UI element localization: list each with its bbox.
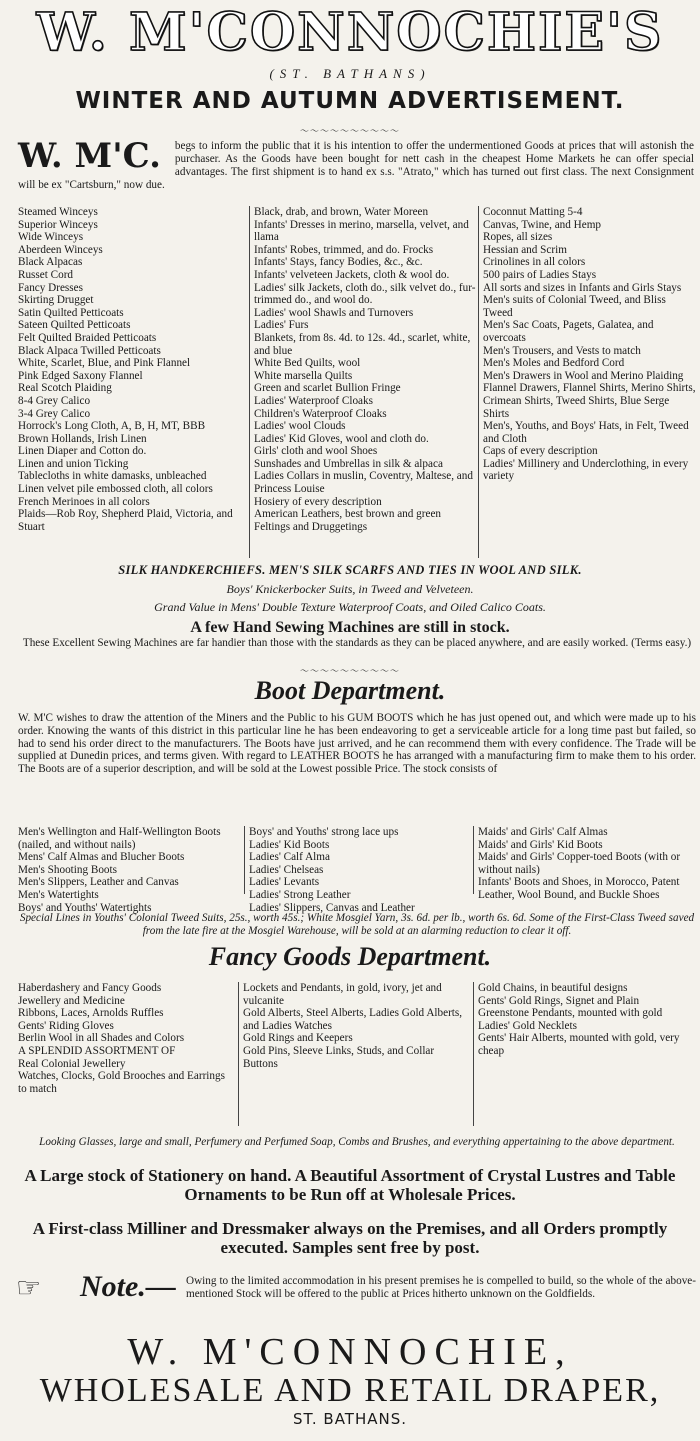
- note-label: Note.—: [80, 1270, 176, 1303]
- list-item: Ladies' Chelseas: [249, 863, 324, 876]
- list-item: Ladies' Kid Gloves, wool and cloth do.: [254, 432, 429, 445]
- list-item: Ladies' Strong Leather: [249, 888, 351, 901]
- footer-trade: WHOLESALE AND RETAIL DRAPER,: [39, 1372, 661, 1409]
- drapery-column-3: [483, 206, 697, 483]
- list-item: Infants' Dresses in merino, marsella, velvet, and llama: [254, 218, 469, 244]
- list-item: Superior Winceys: [18, 218, 98, 231]
- column-divider: [473, 826, 474, 894]
- list-item: Men's Wellington and Half-Wellington Boots (nailed, and without nails): [18, 826, 221, 851]
- list-item: Boys' and Youths' Watertights: [18, 901, 152, 914]
- list-item: Sunshades and Umbrellas in silk & alpaca: [254, 457, 443, 470]
- list-item: Brown Hollands, Irish Linen: [18, 432, 147, 445]
- list-item: Flannel Drawers, Flannel Shirts, Merino Shirts, Crimean Shirts, Tweed Shirts, Blue Serge Shirts: [483, 382, 696, 420]
- list-item: Ropes, all sizes: [483, 231, 553, 244]
- list-item: Men's Sac Coats, Pagets, Galatea, and overcoats: [483, 319, 654, 344]
- list-item: Black, drab, and brown, Water Moreen: [254, 206, 429, 218]
- column-divider: [238, 982, 239, 1126]
- list-item: Ladies' Kid Boots: [249, 838, 330, 851]
- list-item: Infants' Boots and Shoes, in Morocco, Patent Leather, Wool Bound, and Buckle Shoes: [478, 876, 680, 901]
- boot-column-3: [478, 826, 698, 902]
- list-item: Hessian and Scrim: [483, 243, 567, 256]
- boot-column-2: [249, 826, 471, 914]
- list-item: Men's, Youths, and Boys' Hats, in Felt, Tweed and Cloth: [483, 420, 689, 445]
- pointing-hand-icon: ☞: [16, 1273, 42, 1304]
- list-item: Green and scarlet Bullion Fringe: [254, 382, 401, 395]
- list-item: White Bed Quilts, wool: [254, 357, 361, 370]
- column-divider: [244, 826, 245, 894]
- list-item: Greenstone Pendants, mounted with gold: [478, 1007, 663, 1020]
- fancy-column-3: [478, 982, 698, 1058]
- drapery-column-2: [254, 206, 476, 533]
- list-item: Men's Drawers in Wool and Merino Plaiding: [483, 369, 684, 382]
- list-item: Haberdashery and Fancy Goods: [18, 982, 162, 994]
- list-item: Ladies' wool Clouds: [254, 420, 346, 433]
- list-item: Men's Slippers, Leather and Canvas: [18, 876, 179, 889]
- list-item: Ladies Collars in muslin, Coventry, Maltese, and Princess Louise: [254, 470, 473, 496]
- list-item: Lockets and Pendants, in gold, ivory, jet and vulcanite: [243, 982, 442, 1007]
- intro-paragraph: [18, 136, 694, 192]
- silk-line: SILK HANDKERCHIEFS. MEN'S SILK SCARFS AND TIES IN WOOL AND SILK.: [118, 563, 582, 577]
- column-divider: [473, 982, 474, 1126]
- sewing-machines-heading: A few Hand Sewing Machines are still in stock.: [190, 619, 510, 636]
- advertisement-heading: WINTER AND AUTUMN ADVERTISEMENT.: [75, 88, 625, 114]
- column-divider: [478, 206, 479, 558]
- sewing-machines-text: These Excellent Sewing Machines are far handier than those with the standards as they can be placed anywhere, and are easily worked. (Terms easy.): [22, 637, 692, 649]
- list-item: Caps of every description: [483, 445, 598, 458]
- list-item: Skirting Drugget: [18, 294, 94, 307]
- list-item: Gold Rings and Keepers: [243, 1032, 353, 1045]
- list-item: Steamed Winceys: [18, 206, 98, 218]
- list-item: Real Scotch Plaiding: [18, 382, 112, 395]
- list-item: 3-4 Grey Calico: [18, 407, 91, 420]
- list-item: Hosiery of every description: [254, 495, 382, 508]
- list-item: White, Scarlet, Blue, and Pink Flannel: [18, 357, 191, 370]
- stationery-announcement: A Large stock of Stationery on hand. A Beautiful Assortment of Crystal Lustres and Table Ornaments to be Run off at Wholesale Prices.: [24, 1166, 676, 1204]
- list-item: Linen velvet pile embossed cloth, all colors: [18, 483, 213, 496]
- list-item: Boys' and Youths' strong lace ups: [249, 826, 399, 838]
- list-item: Watches, Clocks, Gold Brooches and Earrings to match: [18, 1070, 225, 1095]
- boot-column-1: [18, 826, 242, 914]
- list-item: Tablecloths in white damasks, unbleached: [18, 470, 207, 483]
- list-item: Gold Alberts, Steel Alberts, Ladies Gold Alberts, and Ladies Watches: [243, 1007, 463, 1032]
- drapery-column-1: [18, 206, 246, 533]
- list-item: White marsella Quilts: [254, 369, 353, 382]
- list-item: Ladies' Gold Necklets: [478, 1019, 577, 1032]
- list-item: Felt Quilted Braided Petticoats: [18, 331, 157, 344]
- list-item: All sorts and sizes in Infants and Girls Stays: [483, 281, 682, 294]
- list-item: Berlin Wool in all Shades and Colors: [18, 1032, 185, 1045]
- list-item: Ladies' Waterproof Cloaks: [254, 394, 373, 407]
- list-item: 8-4 Grey Calico: [18, 394, 91, 407]
- list-item: French Merinoes in all colors: [18, 495, 150, 508]
- footer-place: ST. BATHANS.: [292, 1410, 408, 1428]
- list-item: Real Colonial Jewellery: [18, 1057, 126, 1070]
- milliner-announcement: A First-class Milliner and Dressmaker always on the Premises, and all Orders promptly executed. Samples sent free by post.: [32, 1219, 668, 1257]
- list-item: Crinolines in all colors: [483, 256, 586, 269]
- intro-initials: W. M'C.: [18, 136, 161, 176]
- list-item: Sateen Quilted Petticoats: [18, 319, 131, 332]
- list-item: Coconnut Matting 5-4: [483, 206, 583, 218]
- list-item: Ladies' Furs: [254, 319, 309, 332]
- list-item: Linen and union Ticking: [18, 457, 129, 470]
- fancy-column-2: [243, 982, 471, 1070]
- list-item: Men's Moles and Bedford Cord: [483, 357, 625, 370]
- list-item: Black Alpaca Twilled Petticoats: [18, 344, 161, 357]
- list-item: Ladies' Levants: [249, 876, 320, 889]
- list-item: Children's Waterproof Cloaks: [254, 407, 387, 420]
- list-item: Aberdeen Winceys: [18, 243, 103, 256]
- list-item: Ladies' Millinery and Underclothing, in every variety: [483, 457, 689, 483]
- fancy-goods-heading: Fancy Goods Department.: [208, 942, 492, 971]
- list-item: Girls' cloth and wool Shoes: [254, 445, 378, 458]
- list-item: Fancy Dresses: [18, 281, 83, 294]
- ornamental-rule: 〜〜〜〜〜〜〜〜〜〜: [299, 666, 400, 676]
- list-item: Pink Edged Saxony Flannel: [18, 369, 143, 382]
- list-item: Horrock's Long Cloth, A, B, H, MT, BBB: [18, 420, 206, 433]
- special-lines-text: Special Lines in Youths' Colonial Tweed Suits, 25s., worth 45s.; White Mosgiel Yarn, 3s. 6d. per lb., worth 6s. 6d. Some of the First-Class Tweed saved from the late fire at the Mosgiel Warehouse, will be sold at an alarming reduction to clear it off.: [19, 912, 695, 937]
- boot-department-text: W. M'C wishes to draw the attention of the Miners and the Public to his GUM BOOTS which he has just opened out, and which were made up to his order. Knowing the wants of this district in this particular line he has been endeavoring to get a serviceable article for a long time past but failed, so had to send his order direct to the manufacturers. The Boots have just arrived, and he can recommend them with every confidence. The Trade will be supplied at Dunedin prices, and terms given. With regard to LEATHER BOOTS he has arranged with a manufacturing firm to make them to his order. The Boots are of a superior description, and will be sold at the Lowest possible Price. The stock consists of: [18, 712, 696, 776]
- ornamental-rule: 〜〜〜〜〜〜〜〜〜〜: [299, 126, 400, 136]
- list-item: Mens' Calf Almas and Blucher Boots: [18, 851, 185, 864]
- list-item: A SPLENDID ASSORTMENT OF: [18, 1044, 176, 1057]
- list-item: Men's Shooting Boots: [18, 863, 117, 876]
- place-subtitle: (ST. BATHANS): [269, 66, 431, 81]
- list-item: Ribbons, Laces, Arnolds Ruffles: [18, 1007, 164, 1020]
- list-item: Maids' and Girls' Calf Almas: [478, 826, 608, 838]
- drapery-list: [18, 206, 698, 560]
- list-item: Russet Cord: [18, 268, 74, 281]
- list-item: Ladies' Calf Alma: [249, 851, 330, 864]
- boys-suits-line: Boys' Knickerbocker Suits, in Tweed and Velveteen.: [226, 582, 474, 596]
- list-item: Men's Watertights: [18, 888, 99, 901]
- intro-text: begs to inform the public that it is his intention to offer the undermentioned Goods at prices that will astonish the purchaser. As the Goods have been bought for nett cash in the cheapest Home Markets he can offer special advantages. The first shipment is to hand ex s.s. "Atrato," which has turned out first class. The next Consignment will be ex "Cartsburn," now due.: [18, 140, 694, 191]
- list-item: Plaids—Rob Roy, Shepherd Plaid, Victoria, and Stuart: [18, 508, 233, 533]
- list-item: Ladies' Slippers, Canvas and Leather: [249, 901, 415, 914]
- list-item: Blankets, from 8s. 4d. to 12s. 4d., scarlet, white, and blue: [254, 331, 471, 357]
- note-text: Owing to the limited accommodation in his present premises he is compelled to build, so the whole of the above-mentioned Stock will be offered to the public at Prices hitherto unknown on the Goldfields.: [186, 1275, 696, 1300]
- list-item: Ladies' wool Shawls and Turnovers: [254, 306, 414, 319]
- list-item: Maids' and Girls' Copper-toed Boots (with or without nails): [478, 851, 681, 876]
- list-item: Jewellery and Medicine: [18, 994, 125, 1007]
- list-item: Linen Diaper and Cotton do.: [18, 445, 147, 458]
- list-item: Gents' Hair Alberts, mounted with gold, very cheap: [478, 1032, 680, 1057]
- list-item: Ladies' silk Jackets, cloth do., silk velvet do., fur-trimmed do., and wool do.: [254, 281, 476, 307]
- waterproof-coats-line: Grand Value in Mens' Double Texture Waterproof Coats, and Oiled Calico Coats.: [154, 600, 546, 614]
- boot-list: [18, 826, 698, 914]
- list-item: Gents' Gold Rings, Signet and Plain: [478, 994, 640, 1007]
- fancy-column-1: [18, 982, 236, 1095]
- list-item: Infants' Stays, fancy Bodies, &c., &c.: [254, 256, 423, 269]
- list-item: Infants' velveteen Jackets, cloth & wool do.: [254, 268, 450, 281]
- list-item: Men's Trousers, and Vests to match: [483, 344, 641, 357]
- advertiser-title: W. M'CONNOCHIE'S: [36, 2, 664, 63]
- looking-glasses-text: Looking Glasses, large and small, Perfumery and Perfumed Soap, Combs and Brushes, and everything appertaining to the above department.: [39, 1136, 675, 1148]
- list-item: 500 pairs of Ladies Stays: [483, 268, 597, 281]
- column-divider: [249, 206, 250, 558]
- list-item: Black Alpacas: [18, 256, 83, 269]
- list-item: Gold Chains, in beautiful designs: [478, 982, 628, 994]
- list-item: Gents' Riding Gloves: [18, 1019, 114, 1032]
- list-item: Satin Quilted Petticoats: [18, 306, 124, 319]
- list-item: Wide Winceys: [18, 231, 84, 244]
- fancy-goods-list: [18, 982, 698, 1128]
- boot-department-heading: Boot Department.: [254, 676, 446, 705]
- footer-name: W. M'CONNOCHIE,: [127, 1331, 573, 1373]
- list-item: Infants' Robes, trimmed, and do. Frocks: [254, 243, 434, 256]
- list-item: American Leathers, best brown and green Feltings and Druggetings: [254, 508, 442, 533]
- list-item: Canvas, Twine, and Hemp: [483, 218, 602, 231]
- list-item: Men's suits of Colonial Tweed, and Bliss Tweed: [483, 294, 666, 319]
- list-item: Maids' and Girls' Kid Boots: [478, 838, 603, 851]
- list-item: Gold Pins, Sleeve Links, Studs, and Collar Buttons: [243, 1044, 435, 1070]
